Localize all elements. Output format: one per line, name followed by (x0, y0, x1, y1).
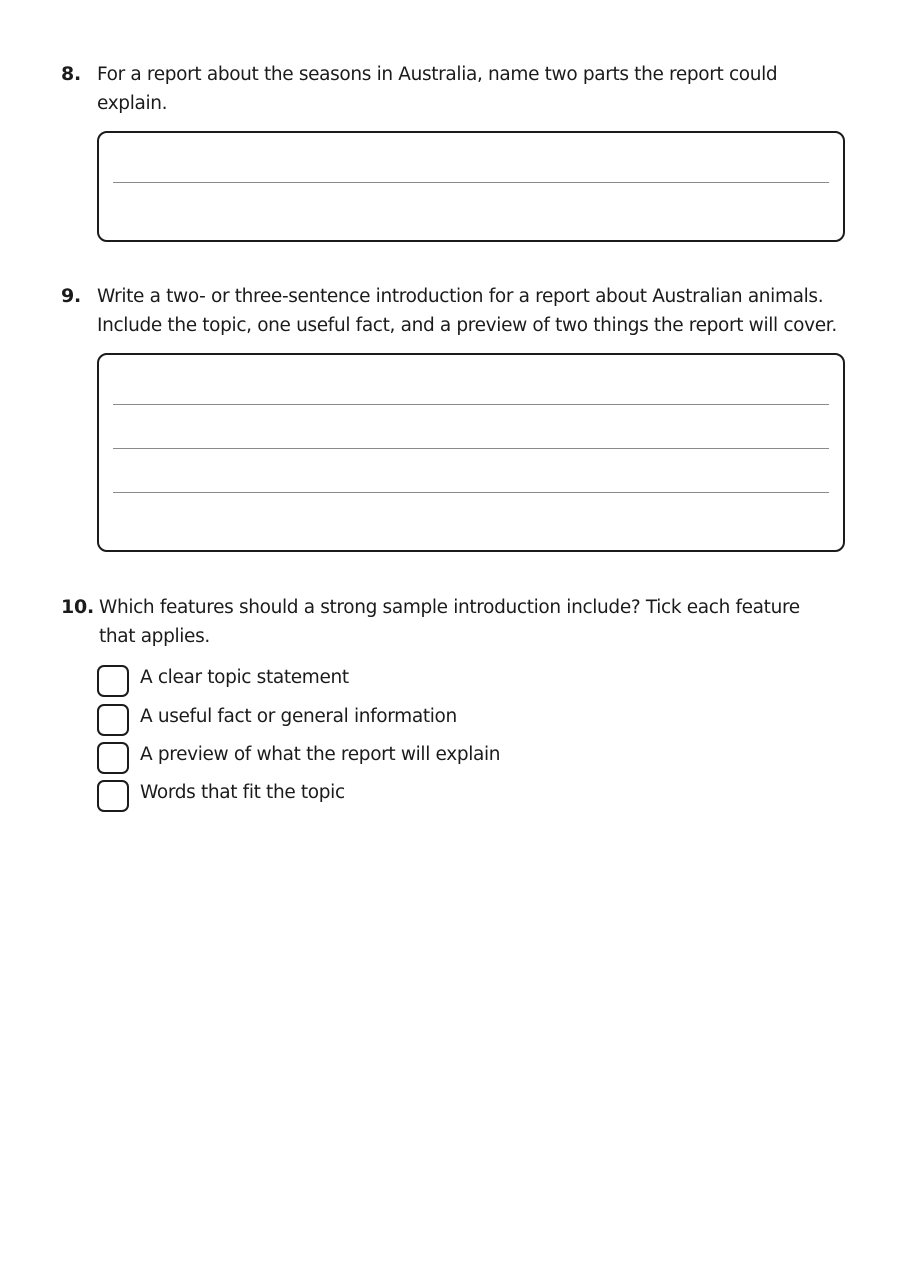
question-number: 9. (61, 285, 82, 307)
checkbox[interactable] (97, 665, 129, 697)
checkbox[interactable] (97, 742, 129, 774)
option-label: A clear topic statement (140, 667, 349, 688)
answer-line (113, 448, 829, 449)
answer-line (113, 182, 829, 183)
question-number: 8. (61, 63, 82, 85)
checkbox[interactable] (97, 704, 129, 736)
answer-line (113, 404, 829, 405)
question-text: For a report about the seasons in Australia, name two parts the report could explain. (97, 64, 778, 114)
checkbox-option[interactable] (97, 665, 697, 697)
question-text: Which features should a strong sample introduction include? Tick each feature that applies. (99, 597, 800, 647)
option-label: A useful fact or general information (140, 706, 457, 727)
option-label: Words that fit the topic (140, 782, 345, 803)
answer-box[interactable] (97, 353, 845, 552)
checkbox-option[interactable] (97, 780, 697, 812)
checkbox-option[interactable] (97, 742, 697, 774)
answer-box[interactable] (97, 131, 845, 242)
option-label: A preview of what the report will explain (140, 744, 501, 765)
answer-line (113, 492, 829, 493)
checkbox[interactable] (97, 780, 129, 812)
question-text: Write a two- or three-sentence introduction for a report about Australian animals. Include the topic, one useful fact, and a preview of two things the report will cover. (97, 286, 837, 336)
checkbox-option[interactable] (97, 704, 697, 736)
question-number: 10. (61, 596, 95, 618)
